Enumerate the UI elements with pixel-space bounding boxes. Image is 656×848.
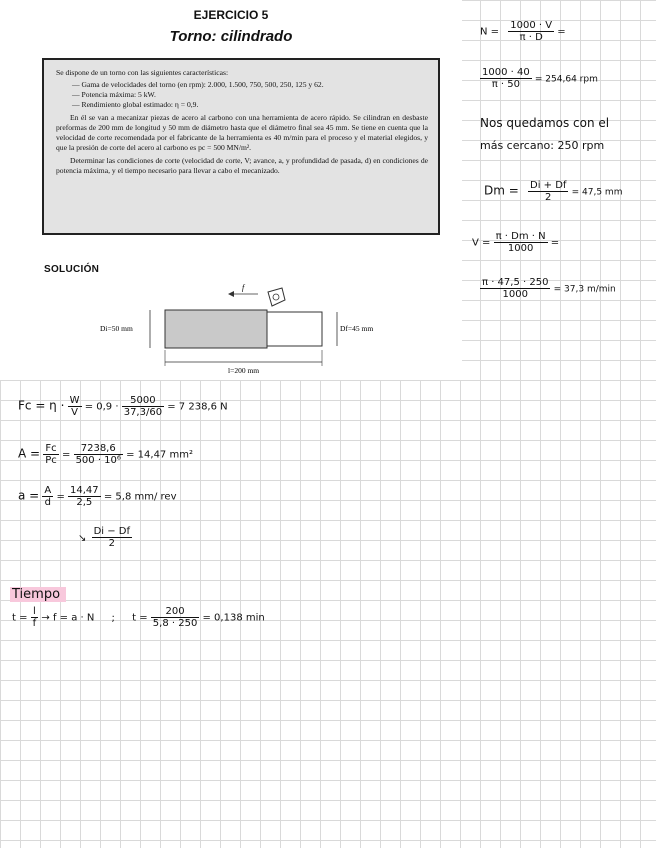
chip-area-formula: A = $\frac{Fc}{Pc}$ = $\frac{7238,6}{\text{500 · 10⁶}}$ = 14,47 mm² <box>18 443 193 466</box>
rpm-choice-line2: más cercano: 250 rpm <box>480 139 605 152</box>
cutting-force-formula: Fc = η · $\frac{W}{V}$ = 0,9 · $\frac{5000}{37,3/60}$ = 7 238,6 N <box>18 395 228 418</box>
exercise-title: Torno: cilindrado <box>169 28 293 45</box>
solution-heading: SOLUCIÓN <box>44 264 100 275</box>
cutting-speed-formula: V = $\frac{\pi \cdot Dm \cdot N}{1000}$ = <box>472 231 560 254</box>
rpm-formula: N = $\frac{1000 \cdot V}{\pi \cdot D}$ = <box>480 20 566 43</box>
cutting-tool-icon <box>268 288 285 306</box>
lathe-specs-list <box>56 80 428 110</box>
depth-of-cut-formula: ↘ $\frac{Di - Df}{2}$ <box>78 526 131 549</box>
intro-text: Se dispone de un torno con las siguientes características: <box>56 68 229 77</box>
tiempo-heading: Tiempo <box>10 587 66 602</box>
feed-label: f <box>242 283 245 292</box>
exercise-number: EJERCICIO 5 <box>193 8 269 22</box>
spec-item: — Potencia máxima: 5 kW. <box>56 90 428 100</box>
problem-paragraph: En él se van a mecanizar piezas de acero al carbono con una herramienta de acero rápido. Se cilindran en desbaste preformas de 200 mm de longitud y 50 mm de diámetro hasta que el diámetro final sea 45 mm. Se tiene en cuenta que la velocidad de corte recomendada por el fabricante de la herramienta es 40 m/min para el proceso y el material elegidos, y que la presión de corte del acero al carbono es pc = 500 MN/m². <box>56 113 428 152</box>
length-label: l=200 mm <box>228 366 260 375</box>
diameter-initial-label: Di=50 mm <box>100 324 133 333</box>
rpm-choice-line1: Nos quedamos con el <box>480 116 610 130</box>
time-formula: t = $\frac{l}{f}$ → f = a · N ; t = $\frac{200}{5,8 \cdot 250}$ = 0,138 min <box>12 606 265 629</box>
spec-item: — Rendimiento global estimado: η = 0,9. <box>56 100 428 110</box>
rpm-calculation: $\frac{1000 \cdot 40}{\pi \cdot 50}$ = 254,64 rpm <box>482 67 598 90</box>
workpiece-uncut-section <box>165 310 267 348</box>
spec-item: — Gama de velocidades del torno (en rpm): 2.000, 1.500, 750, 500, 250, 125 y 62. <box>56 80 428 90</box>
feed-formula: a = $\frac{A}{d}$ = $\frac{14,47}{2,5}$ = 5,8 mm/ rev <box>18 485 177 508</box>
problem-statement <box>42 58 440 235</box>
mean-diameter-formula: Dm = $\frac{Di + Df}{2}$ = 47,5 mm <box>484 180 623 203</box>
task-paragraph: Determinar las condiciones de corte (velocidad de corte, V; avance, a, y profundidad de pasada, d) en condiciones de potencia máxima, y el tiempo necesario para llevar a cabo el mecanizado. <box>56 156 428 175</box>
diameter-final-label: Df=45 mm <box>340 324 374 333</box>
cutting-speed-calculation: $\frac{\pi \cdot 47,5 \cdot 250}{1000}$ = 37,3 m/min <box>482 277 616 300</box>
workpiece-cut-section <box>267 312 322 346</box>
turning-diagram <box>0 280 462 380</box>
exercise-page <box>0 0 462 380</box>
